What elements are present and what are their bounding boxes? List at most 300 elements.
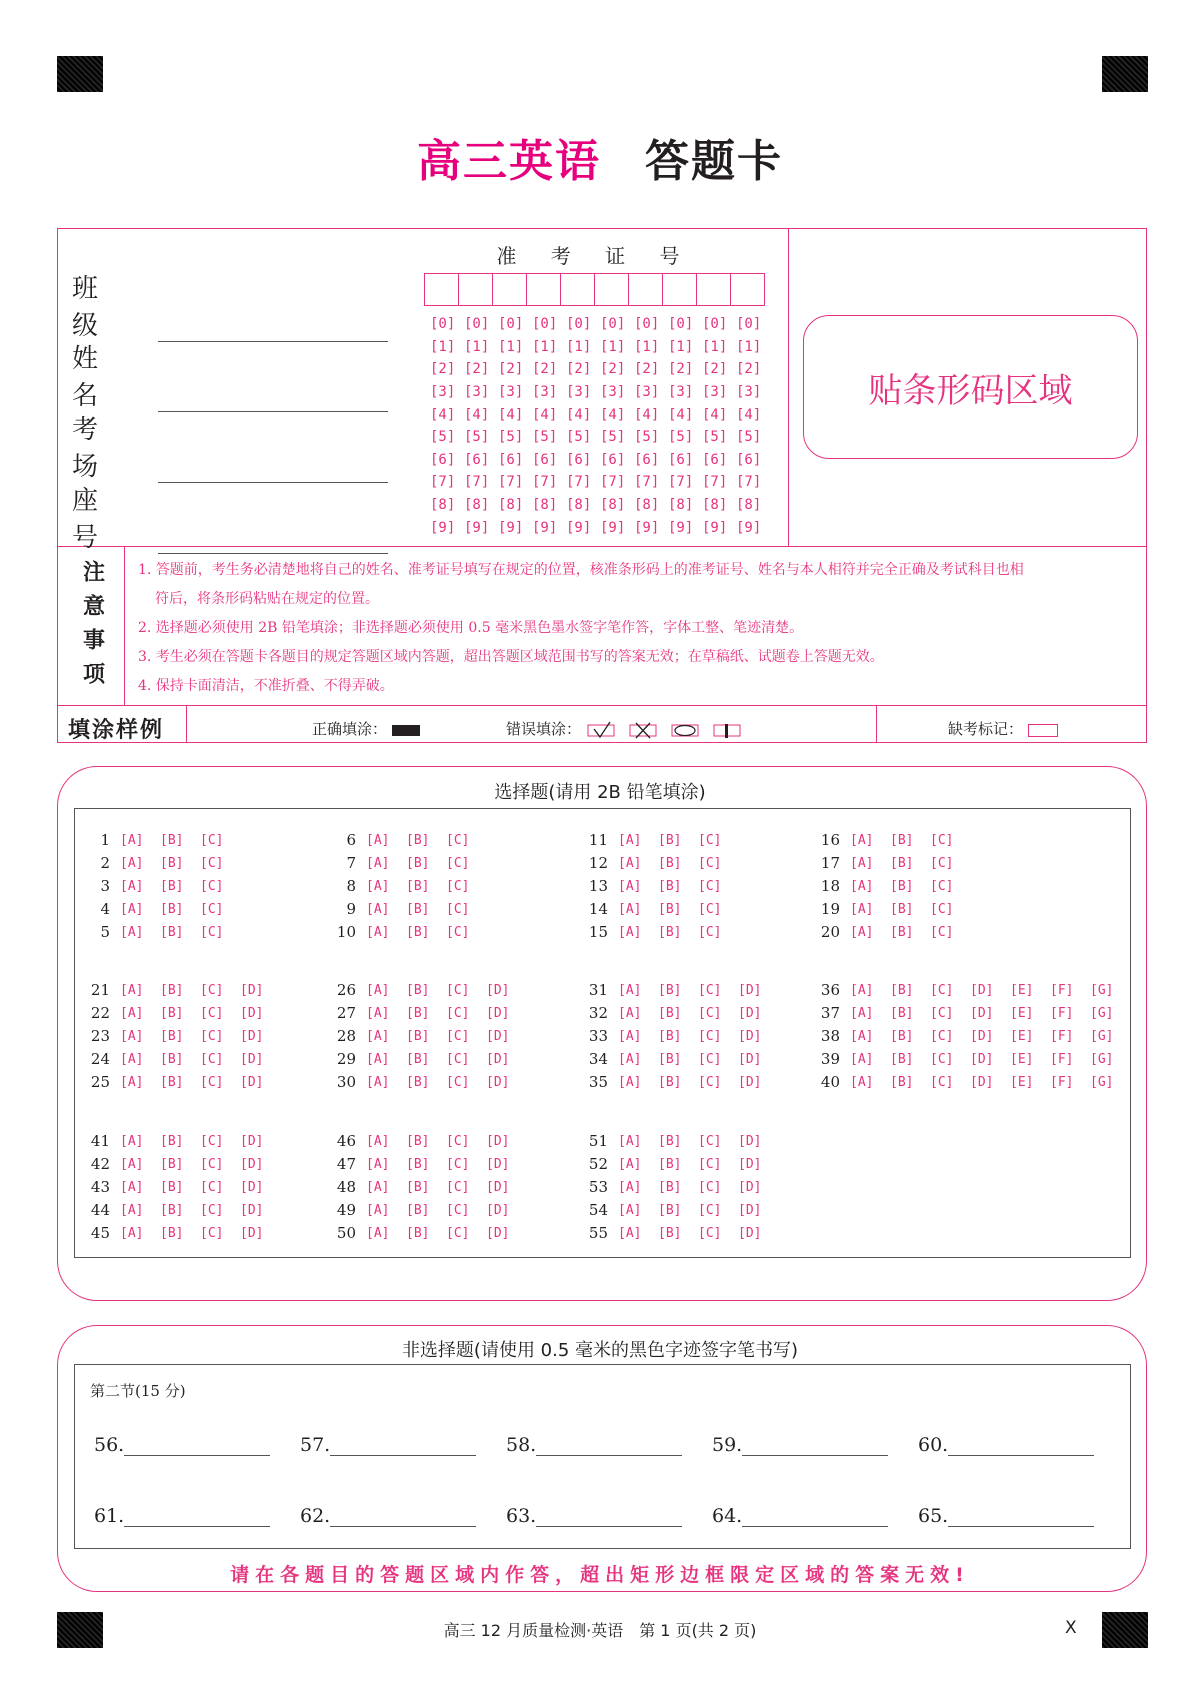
option-bubble[interactable]: [A] xyxy=(120,878,144,894)
option-bubble[interactable]: [A] xyxy=(366,1028,390,1044)
option-bubble[interactable]: [C] xyxy=(446,855,470,871)
option-bubble[interactable]: [A] xyxy=(850,1028,874,1044)
fill-answer-line[interactable] xyxy=(124,1508,270,1527)
option-bubble[interactable]: [B] xyxy=(160,1225,184,1241)
option-bubble[interactable]: [D] xyxy=(240,1225,264,1241)
option-bubble[interactable]: [A] xyxy=(850,832,874,848)
digit-bubble[interactable]: [9] xyxy=(430,519,456,536)
option-bubble[interactable]: [A] xyxy=(120,1179,144,1195)
option-bubble[interactable]: [C] xyxy=(698,1005,722,1021)
option-bubble[interactable]: [B] xyxy=(160,832,184,848)
option-bubble[interactable]: [A] xyxy=(850,982,874,998)
digit-bubble[interactable]: [9] xyxy=(464,519,490,536)
option-bubble[interactable]: [C] xyxy=(930,878,954,894)
option-bubble[interactable]: [B] xyxy=(658,982,682,998)
digit-bubble[interactable]: [9] xyxy=(600,519,626,536)
digit-bubble[interactable]: [4] xyxy=(464,406,490,423)
option-bubble[interactable]: [C] xyxy=(698,1156,722,1172)
option-bubble[interactable]: [D] xyxy=(486,1074,510,1090)
option-bubble[interactable]: [C] xyxy=(446,1074,470,1090)
option-bubble[interactable]: [B] xyxy=(406,982,430,998)
option-bubble[interactable]: [B] xyxy=(160,1051,184,1067)
digit-bubble[interactable]: [8] xyxy=(634,497,660,514)
digit-bubble[interactable]: [5] xyxy=(736,429,762,446)
option-bubble[interactable]: [D] xyxy=(486,1005,510,1021)
option-bubble[interactable]: [A] xyxy=(120,1133,144,1149)
option-bubble[interactable]: [B] xyxy=(406,832,430,848)
option-bubble[interactable]: [C] xyxy=(698,1074,722,1090)
option-bubble[interactable]: [C] xyxy=(446,878,470,894)
digit-bubble[interactable]: [5] xyxy=(430,429,456,446)
digit-bubble[interactable]: [9] xyxy=(566,519,592,536)
option-bubble[interactable]: [C] xyxy=(200,855,224,871)
option-bubble[interactable]: [A] xyxy=(120,1156,144,1172)
option-bubble[interactable]: [A] xyxy=(120,1005,144,1021)
digit-bubble[interactable]: [2] xyxy=(736,361,762,378)
option-bubble[interactable]: [A] xyxy=(618,901,642,917)
option-bubble[interactable]: [D] xyxy=(486,1225,510,1241)
option-bubble[interactable]: [C] xyxy=(200,1225,224,1241)
digit-bubble[interactable]: [6] xyxy=(532,451,558,468)
option-bubble[interactable]: [C] xyxy=(200,924,224,940)
option-bubble[interactable]: [C] xyxy=(930,1005,954,1021)
digit-bubble[interactable]: [3] xyxy=(464,384,490,401)
option-bubble[interactable]: [C] xyxy=(698,1202,722,1218)
option-bubble[interactable]: [C] xyxy=(446,1051,470,1067)
option-bubble[interactable]: [D] xyxy=(486,1202,510,1218)
option-bubble[interactable]: [B] xyxy=(890,878,914,894)
option-bubble[interactable]: [C] xyxy=(698,878,722,894)
option-bubble[interactable]: [A] xyxy=(850,901,874,917)
digit-bubble[interactable]: [3] xyxy=(498,384,524,401)
digit-bubble[interactable]: [8] xyxy=(464,497,490,514)
digit-bubble[interactable]: [1] xyxy=(532,338,558,355)
option-bubble[interactable]: [C] xyxy=(930,1051,954,1067)
digit-bubble[interactable]: [5] xyxy=(464,429,490,446)
digit-bubble[interactable]: [0] xyxy=(634,316,660,333)
digit-bubble[interactable]: [6] xyxy=(464,451,490,468)
option-bubble[interactable]: [A] xyxy=(366,1156,390,1172)
option-bubble[interactable]: [C] xyxy=(200,878,224,894)
option-bubble[interactable]: [D] xyxy=(970,982,994,998)
option-bubble[interactable]: [C] xyxy=(200,1156,224,1172)
option-bubble[interactable]: [B] xyxy=(406,1028,430,1044)
digit-bubble[interactable]: [9] xyxy=(702,519,728,536)
option-bubble[interactable]: [D] xyxy=(738,1225,762,1241)
option-bubble[interactable]: [A] xyxy=(120,855,144,871)
option-bubble[interactable]: [C] xyxy=(446,1028,470,1044)
option-bubble[interactable]: [A] xyxy=(120,1074,144,1090)
option-bubble[interactable]: [A] xyxy=(366,982,390,998)
digit-bubble[interactable]: [9] xyxy=(668,519,694,536)
digit-bubble[interactable]: [4] xyxy=(702,406,728,423)
digit-bubble[interactable]: [7] xyxy=(634,474,660,491)
option-bubble[interactable]: [G] xyxy=(1090,1074,1114,1090)
option-bubble[interactable]: [C] xyxy=(446,1133,470,1149)
option-bubble[interactable]: [B] xyxy=(890,1005,914,1021)
option-bubble[interactable]: [A] xyxy=(618,1225,642,1241)
digit-bubble[interactable]: [3] xyxy=(600,384,626,401)
option-bubble[interactable]: [A] xyxy=(366,924,390,940)
option-bubble[interactable]: [D] xyxy=(240,1156,264,1172)
option-bubble[interactable]: [A] xyxy=(120,1028,144,1044)
digit-bubble[interactable]: [7] xyxy=(464,474,490,491)
option-bubble[interactable]: [D] xyxy=(240,1074,264,1090)
option-bubble[interactable]: [D] xyxy=(738,982,762,998)
digit-bubble[interactable]: [3] xyxy=(634,384,660,401)
digit-bubble[interactable]: [0] xyxy=(600,316,626,333)
option-bubble[interactable]: [C] xyxy=(698,1133,722,1149)
option-bubble[interactable]: [A] xyxy=(618,1156,642,1172)
option-bubble[interactable]: [A] xyxy=(366,855,390,871)
exam-id-cells[interactable] xyxy=(424,273,765,306)
fill-answer-line[interactable] xyxy=(948,1437,1094,1456)
seat-input-line[interactable] xyxy=(158,525,388,554)
option-bubble[interactable]: [E] xyxy=(1010,1074,1034,1090)
option-bubble[interactable]: [C] xyxy=(930,1028,954,1044)
exam-id-cell[interactable] xyxy=(459,274,493,305)
option-bubble[interactable]: [A] xyxy=(618,1051,642,1067)
fill-answer-line[interactable] xyxy=(948,1508,1094,1527)
digit-bubble[interactable]: [2] xyxy=(430,361,456,378)
option-bubble[interactable]: [B] xyxy=(890,901,914,917)
digit-bubble[interactable]: [5] xyxy=(498,429,524,446)
digit-bubble[interactable]: [1] xyxy=(464,338,490,355)
digit-bubble[interactable]: [4] xyxy=(600,406,626,423)
option-bubble[interactable]: [B] xyxy=(406,855,430,871)
digit-bubble[interactable]: [9] xyxy=(498,519,524,536)
option-bubble[interactable]: [D] xyxy=(240,1202,264,1218)
option-bubble[interactable]: [C] xyxy=(446,1179,470,1195)
option-bubble[interactable]: [A] xyxy=(618,1074,642,1090)
digit-bubble[interactable]: [0] xyxy=(430,316,456,333)
digit-bubble[interactable]: [7] xyxy=(430,474,456,491)
option-bubble[interactable]: [A] xyxy=(120,1051,144,1067)
digit-bubble[interactable]: [5] xyxy=(566,429,592,446)
option-bubble[interactable]: [D] xyxy=(738,1028,762,1044)
digit-bubble[interactable]: [5] xyxy=(634,429,660,446)
option-bubble[interactable]: [D] xyxy=(486,982,510,998)
option-bubble[interactable]: [D] xyxy=(738,1202,762,1218)
digit-bubble[interactable]: [7] xyxy=(702,474,728,491)
option-bubble[interactable]: [B] xyxy=(160,901,184,917)
option-bubble[interactable]: [D] xyxy=(970,1051,994,1067)
option-bubble[interactable]: [B] xyxy=(406,1005,430,1021)
digit-bubble[interactable]: [8] xyxy=(668,497,694,514)
option-bubble[interactable]: [A] xyxy=(850,1051,874,1067)
option-bubble[interactable]: [B] xyxy=(160,1202,184,1218)
option-bubble[interactable]: [B] xyxy=(406,1051,430,1067)
option-bubble[interactable]: [A] xyxy=(366,1225,390,1241)
option-bubble[interactable]: [A] xyxy=(618,1028,642,1044)
name-input-line[interactable] xyxy=(158,383,388,412)
option-bubble[interactable]: [C] xyxy=(446,924,470,940)
digit-bubble[interactable]: [6] xyxy=(736,451,762,468)
option-bubble[interactable]: [C] xyxy=(698,832,722,848)
digit-bubble[interactable]: [7] xyxy=(668,474,694,491)
option-bubble[interactable]: [B] xyxy=(406,1179,430,1195)
digit-bubble[interactable]: [0] xyxy=(464,316,490,333)
option-bubble[interactable]: [B] xyxy=(160,1133,184,1149)
exam-id-cell[interactable] xyxy=(493,274,527,305)
option-bubble[interactable]: [A] xyxy=(850,1005,874,1021)
option-bubble[interactable]: [A] xyxy=(618,982,642,998)
digit-bubble[interactable]: [4] xyxy=(498,406,524,423)
option-bubble[interactable]: [F] xyxy=(1050,1028,1074,1044)
option-bubble[interactable]: [D] xyxy=(738,1005,762,1021)
digit-bubble[interactable]: [4] xyxy=(430,406,456,423)
digit-bubble[interactable]: [2] xyxy=(532,361,558,378)
digit-bubble[interactable]: [2] xyxy=(464,361,490,378)
option-bubble[interactable]: [E] xyxy=(1010,1005,1034,1021)
option-bubble[interactable]: [D] xyxy=(240,1051,264,1067)
option-bubble[interactable]: [F] xyxy=(1050,982,1074,998)
option-bubble[interactable]: [B] xyxy=(890,1051,914,1067)
fill-answer-line[interactable] xyxy=(330,1508,476,1527)
exam-id-cell[interactable] xyxy=(527,274,561,305)
option-bubble[interactable]: [B] xyxy=(658,878,682,894)
digit-bubble[interactable]: [1] xyxy=(634,338,660,355)
option-bubble[interactable]: [B] xyxy=(658,1202,682,1218)
digit-bubble[interactable]: [3] xyxy=(736,384,762,401)
option-bubble[interactable]: [B] xyxy=(890,832,914,848)
option-bubble[interactable]: [C] xyxy=(446,832,470,848)
digit-bubble[interactable]: [0] xyxy=(702,316,728,333)
fill-answer-line[interactable] xyxy=(742,1437,888,1456)
digit-bubble[interactable]: [2] xyxy=(600,361,626,378)
digit-bubble[interactable]: [3] xyxy=(430,384,456,401)
option-bubble[interactable]: [C] xyxy=(446,1156,470,1172)
digit-bubble[interactable]: [2] xyxy=(634,361,660,378)
option-bubble[interactable]: [A] xyxy=(850,1074,874,1090)
option-bubble[interactable]: [C] xyxy=(200,1051,224,1067)
option-bubble[interactable]: [C] xyxy=(698,924,722,940)
option-bubble[interactable]: [F] xyxy=(1050,1074,1074,1090)
digit-bubble[interactable]: [1] xyxy=(668,338,694,355)
digit-bubble[interactable]: [2] xyxy=(498,361,524,378)
digit-bubble[interactable]: [6] xyxy=(634,451,660,468)
option-bubble[interactable]: [A] xyxy=(120,924,144,940)
digit-bubble[interactable]: [3] xyxy=(668,384,694,401)
option-bubble[interactable]: [A] xyxy=(850,855,874,871)
digit-bubble[interactable]: [5] xyxy=(532,429,558,446)
digit-bubble[interactable]: [6] xyxy=(600,451,626,468)
option-bubble[interactable]: [D] xyxy=(240,982,264,998)
option-bubble[interactable]: [C] xyxy=(698,901,722,917)
option-bubble[interactable]: [D] xyxy=(970,1074,994,1090)
option-bubble[interactable]: [C] xyxy=(200,1005,224,1021)
digit-bubble[interactable]: [9] xyxy=(634,519,660,536)
digit-bubble[interactable]: [8] xyxy=(566,497,592,514)
digit-bubble[interactable]: [3] xyxy=(532,384,558,401)
option-bubble[interactable]: [D] xyxy=(738,1133,762,1149)
digit-bubble[interactable]: [8] xyxy=(702,497,728,514)
option-bubble[interactable]: [A] xyxy=(366,1133,390,1149)
option-bubble[interactable]: [D] xyxy=(240,1179,264,1195)
option-bubble[interactable]: [B] xyxy=(890,924,914,940)
option-bubble[interactable]: [A] xyxy=(618,855,642,871)
exam-id-cell[interactable] xyxy=(425,274,459,305)
option-bubble[interactable]: [A] xyxy=(618,878,642,894)
option-bubble[interactable]: [C] xyxy=(698,1179,722,1195)
option-bubble[interactable]: [A] xyxy=(366,1202,390,1218)
fill-answer-line[interactable] xyxy=(536,1437,682,1456)
digit-bubble[interactable]: [7] xyxy=(498,474,524,491)
option-bubble[interactable]: [B] xyxy=(160,1028,184,1044)
option-bubble[interactable]: [A] xyxy=(618,924,642,940)
option-bubble[interactable]: [C] xyxy=(698,1028,722,1044)
digit-bubble[interactable]: [6] xyxy=(702,451,728,468)
digit-bubble[interactable]: [2] xyxy=(566,361,592,378)
digit-bubble[interactable]: [8] xyxy=(600,497,626,514)
option-bubble[interactable]: [A] xyxy=(120,982,144,998)
option-bubble[interactable]: [B] xyxy=(658,1133,682,1149)
option-bubble[interactable]: [C] xyxy=(200,1028,224,1044)
option-bubble[interactable]: [B] xyxy=(890,1028,914,1044)
digit-bubble[interactable]: [0] xyxy=(668,316,694,333)
option-bubble[interactable]: [C] xyxy=(930,924,954,940)
digit-bubble[interactable]: [2] xyxy=(702,361,728,378)
digit-bubble[interactable]: [4] xyxy=(668,406,694,423)
fill-answer-line[interactable] xyxy=(536,1508,682,1527)
option-bubble[interactable]: [C] xyxy=(200,1179,224,1195)
digit-bubble[interactable]: [0] xyxy=(566,316,592,333)
option-bubble[interactable]: [B] xyxy=(658,832,682,848)
option-bubble[interactable]: [C] xyxy=(200,901,224,917)
exam-id-cell[interactable] xyxy=(731,274,764,305)
digit-bubble[interactable]: [0] xyxy=(736,316,762,333)
option-bubble[interactable]: [G] xyxy=(1090,1005,1114,1021)
option-bubble[interactable]: [B] xyxy=(658,901,682,917)
option-bubble[interactable]: [C] xyxy=(200,1074,224,1090)
option-bubble[interactable]: [A] xyxy=(366,901,390,917)
option-bubble[interactable]: [G] xyxy=(1090,982,1114,998)
exam-id-cell[interactable] xyxy=(663,274,697,305)
option-bubble[interactable]: [B] xyxy=(890,1074,914,1090)
digit-bubble[interactable]: [3] xyxy=(566,384,592,401)
option-bubble[interactable]: [A] xyxy=(120,1202,144,1218)
exam-id-cell[interactable] xyxy=(595,274,629,305)
option-bubble[interactable]: [D] xyxy=(970,1005,994,1021)
digit-bubble[interactable]: [9] xyxy=(736,519,762,536)
option-bubble[interactable]: [D] xyxy=(738,1074,762,1090)
fill-answer-line[interactable] xyxy=(124,1437,270,1456)
digit-bubble[interactable]: [4] xyxy=(532,406,558,423)
digit-bubble[interactable]: [1] xyxy=(566,338,592,355)
option-bubble[interactable]: [A] xyxy=(366,1179,390,1195)
option-bubble[interactable]: [D] xyxy=(486,1156,510,1172)
digit-bubble[interactable]: [3] xyxy=(702,384,728,401)
option-bubble[interactable]: [B] xyxy=(160,1074,184,1090)
option-bubble[interactable]: [A] xyxy=(618,1133,642,1149)
option-bubble[interactable]: [B] xyxy=(890,982,914,998)
digit-bubble[interactable]: [8] xyxy=(498,497,524,514)
option-bubble[interactable]: [A] xyxy=(366,878,390,894)
digit-bubble[interactable]: [9] xyxy=(532,519,558,536)
option-bubble[interactable]: [C] xyxy=(930,855,954,871)
option-bubble[interactable]: [B] xyxy=(160,878,184,894)
digit-bubble[interactable]: [1] xyxy=(736,338,762,355)
exam-room-input-line[interactable] xyxy=(158,454,388,483)
digit-bubble[interactable]: [7] xyxy=(600,474,626,491)
exam-id-cell[interactable] xyxy=(697,274,731,305)
option-bubble[interactable]: [B] xyxy=(160,1005,184,1021)
option-bubble[interactable]: [D] xyxy=(240,1133,264,1149)
option-bubble[interactable]: [C] xyxy=(446,1225,470,1241)
option-bubble[interactable]: [C] xyxy=(446,1202,470,1218)
option-bubble[interactable]: [B] xyxy=(658,1156,682,1172)
option-bubble[interactable]: [B] xyxy=(160,982,184,998)
option-bubble[interactable]: [C] xyxy=(200,982,224,998)
digit-bubble[interactable]: [8] xyxy=(532,497,558,514)
digit-bubble[interactable]: [8] xyxy=(736,497,762,514)
digit-bubble[interactable]: [5] xyxy=(702,429,728,446)
digit-bubble[interactable]: [6] xyxy=(498,451,524,468)
option-bubble[interactable]: [C] xyxy=(698,855,722,871)
option-bubble[interactable]: [B] xyxy=(160,924,184,940)
digit-bubble[interactable]: [1] xyxy=(498,338,524,355)
digit-bubble[interactable]: [0] xyxy=(532,316,558,333)
option-bubble[interactable]: [B] xyxy=(658,1005,682,1021)
option-bubble[interactable]: [A] xyxy=(366,1074,390,1090)
option-bubble[interactable]: [B] xyxy=(406,1225,430,1241)
digit-bubble[interactable]: [4] xyxy=(566,406,592,423)
exam-id-cell[interactable] xyxy=(629,274,663,305)
digit-bubble[interactable]: [7] xyxy=(566,474,592,491)
option-bubble[interactable]: [B] xyxy=(160,1156,184,1172)
digit-bubble[interactable]: [5] xyxy=(668,429,694,446)
option-bubble[interactable]: [C] xyxy=(930,832,954,848)
digit-bubble[interactable]: [2] xyxy=(668,361,694,378)
option-bubble[interactable]: [C] xyxy=(698,982,722,998)
digit-bubble[interactable]: [0] xyxy=(498,316,524,333)
option-bubble[interactable]: [D] xyxy=(486,1051,510,1067)
option-bubble[interactable]: [C] xyxy=(200,1202,224,1218)
option-bubble[interactable]: [E] xyxy=(1010,1028,1034,1044)
option-bubble[interactable]: [B] xyxy=(658,855,682,871)
option-bubble[interactable]: [C] xyxy=(930,982,954,998)
option-bubble[interactable]: [D] xyxy=(738,1179,762,1195)
option-bubble[interactable]: [A] xyxy=(366,1005,390,1021)
option-bubble[interactable]: [D] xyxy=(240,1028,264,1044)
option-bubble[interactable]: [C] xyxy=(446,982,470,998)
option-bubble[interactable]: [B] xyxy=(658,1051,682,1067)
digit-bubble[interactable]: [6] xyxy=(430,451,456,468)
option-bubble[interactable]: [B] xyxy=(658,1179,682,1195)
option-bubble[interactable]: [D] xyxy=(486,1028,510,1044)
digit-bubble[interactable]: [6] xyxy=(566,451,592,468)
option-bubble[interactable]: [C] xyxy=(200,1133,224,1149)
option-bubble[interactable]: [F] xyxy=(1050,1005,1074,1021)
option-bubble[interactable]: [B] xyxy=(406,1074,430,1090)
option-bubble[interactable]: [B] xyxy=(658,1225,682,1241)
option-bubble[interactable]: [B] xyxy=(658,1074,682,1090)
digit-bubble[interactable]: [8] xyxy=(430,497,456,514)
option-bubble[interactable]: [B] xyxy=(406,1156,430,1172)
option-bubble[interactable]: [B] xyxy=(160,1179,184,1195)
option-bubble[interactable]: [D] xyxy=(970,1028,994,1044)
option-bubble[interactable]: [A] xyxy=(618,1005,642,1021)
option-bubble[interactable]: [D] xyxy=(240,1005,264,1021)
option-bubble[interactable]: [C] xyxy=(698,1051,722,1067)
option-bubble[interactable]: [D] xyxy=(486,1179,510,1195)
option-bubble[interactable]: [E] xyxy=(1010,1051,1034,1067)
option-bubble[interactable]: [B] xyxy=(406,1133,430,1149)
option-bubble[interactable]: [C] xyxy=(698,1225,722,1241)
option-bubble[interactable]: [B] xyxy=(658,924,682,940)
digit-bubble[interactable]: [1] xyxy=(600,338,626,355)
option-bubble[interactable]: [C] xyxy=(446,1005,470,1021)
